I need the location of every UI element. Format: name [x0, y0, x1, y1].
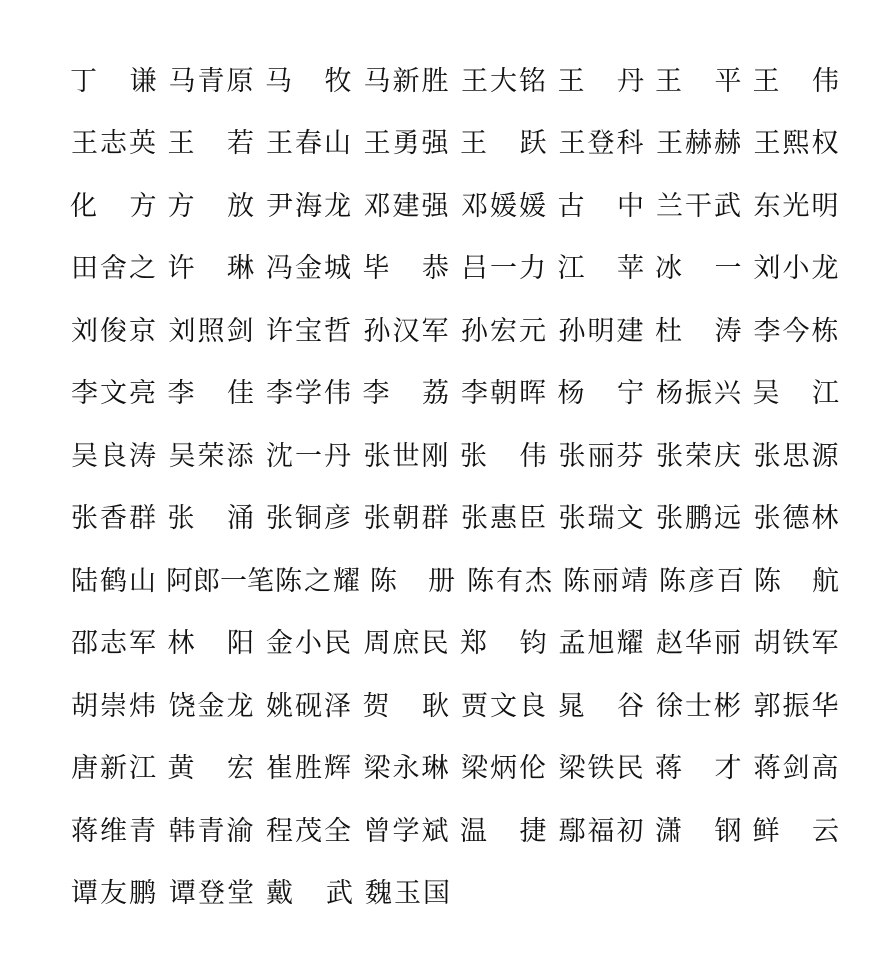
name-entry: 李 今 栋 [753, 315, 839, 347]
name-entry: 王 若 [167, 128, 255, 160]
name-entry: 周 庶 民 [363, 628, 449, 660]
name-entry: 王 春 山 [266, 128, 352, 160]
name-entry: 姚 砚 泽 [265, 690, 351, 722]
name-entry: 陈 彦 百 [658, 565, 744, 597]
name-entry: 张 思 源 [753, 440, 839, 472]
name-entry: 东 光 明 [753, 190, 839, 222]
name-entry: 王 大 铭 [460, 65, 546, 97]
name-entry: 贺 耿 [362, 690, 449, 722]
name-entry: 鄢 福 初 [558, 815, 644, 847]
name-entry: 谭 友 鹏 [71, 878, 156, 910]
name-entry: 兰 干 武 [656, 190, 742, 222]
name-entry: 王 伟 [752, 65, 839, 97]
name-entry: 方 放 [167, 190, 255, 222]
name-entry: 吴 江 [752, 378, 839, 410]
name-entry: 陈 有 杰 [467, 565, 553, 597]
name-entry: 王 登 科 [558, 128, 644, 160]
name-entry: 温 捷 [459, 815, 547, 847]
name-row [70, 863, 850, 926]
name-entry: 丁 谦 [70, 65, 157, 97]
name-entry: 赵 华 丽 [656, 628, 742, 660]
name-entry: 沈 一 丹 [266, 440, 351, 472]
name-entry: 刘 俊 京 [71, 315, 156, 347]
name-entry: 张 鹏 远 [656, 503, 742, 535]
name-entry: 王 跃 [460, 128, 547, 160]
name-entry: 梁 铁 民 [558, 753, 644, 785]
name-entry: 尹 海 龙 [266, 190, 352, 222]
name-row [70, 50, 850, 113]
name-entry: 刘 小 龙 [753, 253, 839, 285]
name-row [70, 738, 850, 801]
name-row [70, 550, 850, 613]
name-entry: 许 宝 哲 [266, 315, 351, 347]
name-entry: 晁 谷 [557, 690, 645, 722]
name-entry: 吴 良 涛 [71, 440, 156, 472]
name-entry: 林 阳 [167, 628, 255, 660]
name-entry: 鲜 云 [752, 815, 840, 847]
name-entry: 李 学 伟 [266, 378, 351, 410]
name-entry: 毕 恭 [362, 253, 449, 285]
name-entry: 王 熙 权 [753, 128, 839, 160]
name-entry: 马 牧 [264, 65, 352, 97]
name-entry: 王 志 英 [71, 128, 156, 160]
name-entry: 韩 青 渝 [168, 815, 254, 847]
name-entry: 王 丹 [557, 65, 644, 97]
name-entry: 蒋 才 [654, 753, 742, 785]
name-entry: 孙 明 建 [558, 315, 644, 347]
name-entry: 陈 册 [369, 565, 456, 597]
name-row [70, 300, 850, 363]
name-entry: 孙 汉 军 [363, 315, 449, 347]
name-entry: 阿 郎 一 笔 [165, 565, 274, 597]
name-entry: 谭 登 堂 [169, 878, 254, 910]
name-entry: 黄 宏 [167, 753, 255, 785]
name-entry: 古 中 [557, 190, 645, 222]
name-list [70, 50, 850, 925]
name-row [70, 113, 850, 176]
name-entry: 化 方 [70, 190, 157, 222]
name-entry: 马 青 原 [168, 65, 254, 97]
name-entry: 张 涌 [167, 503, 255, 535]
name-entry: 李 荔 [362, 378, 449, 410]
name-entry: 崔 胜 辉 [266, 753, 352, 785]
name-entry: 王 赫 赫 [656, 128, 742, 160]
name-entry: 陈 丽 靖 [562, 565, 648, 597]
name-entry: 郭 振 华 [753, 690, 839, 722]
name-entry: 杜 涛 [655, 315, 742, 347]
name-entry: 戴 武 [266, 878, 353, 910]
name-row [70, 238, 850, 301]
name-row [70, 175, 850, 238]
name-entry: 张 世 刚 [363, 440, 449, 472]
name-entry: 冯 金 城 [266, 253, 351, 285]
name-entry: 邵 志 军 [71, 628, 156, 660]
name-entry: 王 平 [654, 65, 742, 97]
name-entry: 张 伟 [460, 440, 547, 472]
name-entry: 王 勇 强 [363, 128, 449, 160]
name-entry: 孙 宏 元 [461, 315, 546, 347]
name-entry: 张 丽 芬 [558, 440, 644, 472]
name-entry: 梁 炳 伦 [461, 753, 546, 785]
name-entry: 饶 金 龙 [168, 690, 254, 722]
name-entry: 梁 永 琳 [363, 753, 449, 785]
name-entry: 张 德 林 [753, 503, 839, 535]
name-entry: 张 香 群 [71, 503, 156, 535]
name-row [70, 363, 850, 426]
name-entry: 吴 荣 添 [168, 440, 254, 472]
name-entry: 胡 铁 军 [753, 628, 839, 660]
name-entry: 徐 士 彬 [656, 690, 742, 722]
name-entry: 胡 崇 炜 [71, 690, 156, 722]
name-entry: 张 惠 臣 [461, 503, 547, 535]
name-entry: 曾 学 斌 [363, 815, 449, 847]
name-entry: 田 舍 之 [71, 253, 156, 285]
name-row [70, 675, 850, 738]
name-entry: 江 苹 [557, 253, 644, 285]
name-entry: 杨 宁 [557, 378, 644, 410]
name-entry: 李 朝 晖 [461, 378, 546, 410]
name-entry: 许 琳 [167, 253, 254, 285]
name-entry: 唐 新 江 [71, 753, 156, 785]
name-entry: 李 佳 [167, 378, 254, 410]
name-entry: 吕 一 力 [461, 253, 546, 285]
name-entry: 张 瑞 文 [558, 503, 644, 535]
name-entry: 蒋 剑 高 [753, 753, 839, 785]
name-entry: 邓 建 强 [363, 190, 449, 222]
name-entry: 李 文 亮 [71, 378, 156, 410]
name-row [70, 488, 850, 551]
name-entry: 张 荣 庆 [656, 440, 742, 472]
name-entry: 张 朝 群 [363, 503, 449, 535]
name-entry: 孟 旭 耀 [558, 628, 644, 660]
name-entry: 程 茂 全 [265, 815, 351, 847]
name-entry: 陈 之 耀 [274, 565, 360, 597]
name-entry: 魏 玉 国 [365, 878, 450, 910]
name-entry: 金 小 民 [266, 628, 352, 660]
name-entry: 杨 振 兴 [656, 378, 741, 410]
name-entry: 贾 文 良 [461, 690, 546, 722]
name-entry: 刘 照 剑 [168, 315, 254, 347]
name-entry: 邓 媛 媛 [461, 190, 547, 222]
name-entry: 张 铜 彦 [266, 503, 352, 535]
name-entry: 冰 一 [655, 253, 742, 285]
name-entry: 马 新 胜 [363, 65, 449, 97]
name-entry: 陈 航 [753, 565, 840, 597]
name-row [70, 613, 850, 676]
name-row [70, 800, 850, 863]
name-entry: 潇 钢 [654, 815, 742, 847]
name-entry: 蒋 维 青 [71, 815, 156, 847]
name-entry: 陆 鹤 山 [71, 565, 156, 597]
name-entry: 郑 钧 [460, 628, 547, 660]
name-row [70, 425, 850, 488]
